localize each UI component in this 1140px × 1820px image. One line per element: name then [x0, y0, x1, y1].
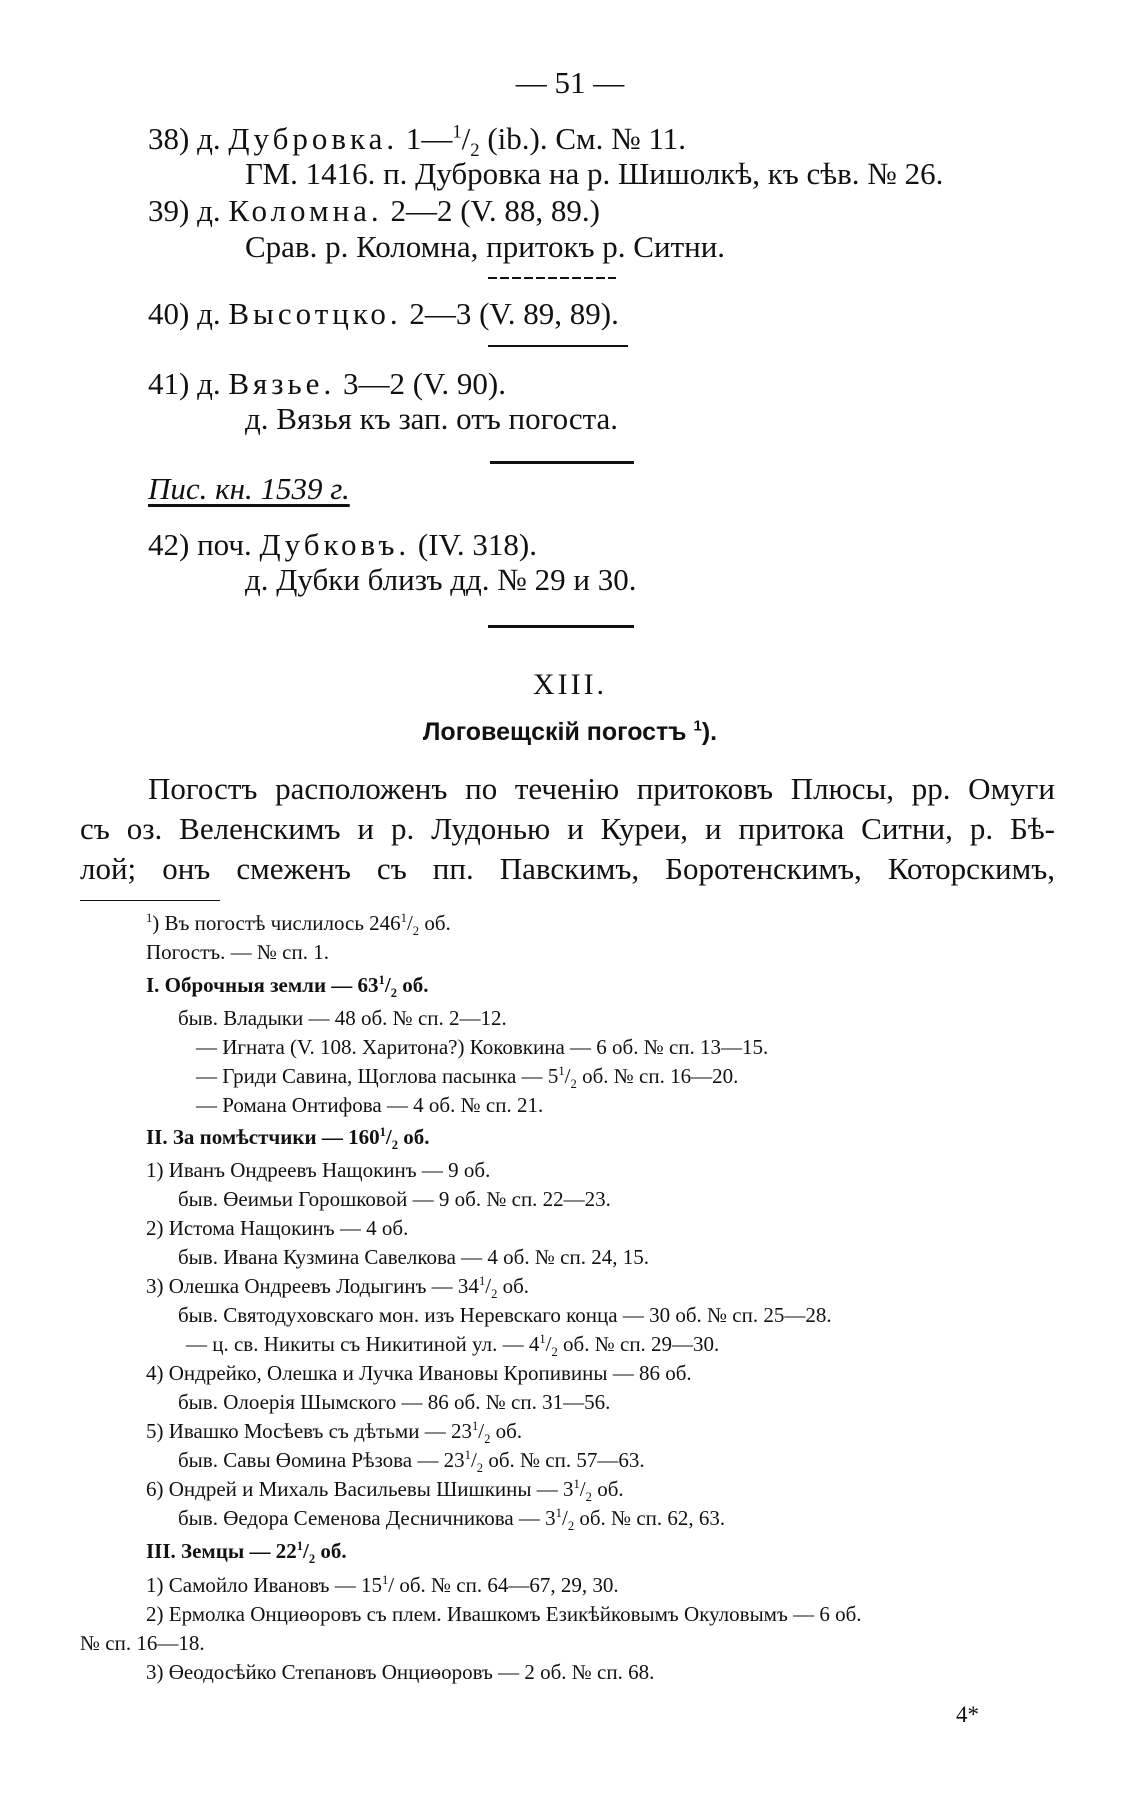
entry-name: Дубковъ. [259, 527, 411, 562]
entry-number: 42) [148, 527, 190, 562]
separator-rule [488, 625, 634, 628]
separator-rule [488, 277, 616, 279]
footnote-line: быв. Өедора Семенова Десничникова — $3^1/_2$ об. № сп. 62, 63. [178, 1506, 726, 1534]
footnote-line: 3) Олешка Ондреевъ Лодыгинъ — $34^1/_2$ об. [146, 1274, 530, 1302]
entry-kind: д. [197, 121, 221, 156]
entry-kind: д. [197, 366, 221, 401]
section-title: Логовещскій погостъ $^1$). [422, 717, 718, 746]
footnote-line: — Гриди Савина, Щоглова пасынка — $5^1/_2$ об. № сп. 16—20. [196, 1064, 739, 1092]
footnote-1: $^1$) Въ погостѣ числилось $246^1/_2$ об. [146, 911, 451, 939]
entry-41-note: д. Вязья къ зап. отъ погоста. [245, 401, 619, 436]
entry-42 [148, 526, 537, 564]
entry-tail: $1—^1/_2$ (ib.). См. № 11. [405, 121, 687, 162]
footnote-line: 2) Ермолка Онциөоровъ съ плем. Ивашкомъ Езикѣйковымъ Окуловымъ — 6 об. [146, 1602, 862, 1626]
separator-rule [488, 345, 628, 347]
separator-rule [490, 461, 634, 464]
footnote-line: 1) Иванъ Ондреевъ Нащокинъ — 9 об. [146, 1158, 491, 1182]
entry-42-note: д. Дубки близъ дд. № 29 и 30. [245, 562, 637, 597]
footnote-line: быв. Өеимьи Горошковой — 9 об. № сп. 22—23. [178, 1187, 611, 1211]
signature-mark: 4* [956, 1702, 979, 1727]
entry-41 [148, 365, 506, 403]
footnote-heading-3: III. Земцы — $22^1/_2$ об. [146, 1539, 347, 1567]
entry-name: Высотцко. [228, 296, 402, 331]
paragraph-line: лой; онъ смеженъ съ пп. Павскимъ, Боротенскимъ, Которскимъ, [80, 851, 1055, 886]
entry-39-note: Срав. р. Коломна, притокъ р. Ситни. [245, 229, 726, 264]
footnote-line: быв. Ивана Кузмина Савелкова — 4 об. № сп. 24, 15. [178, 1245, 649, 1269]
footnote-line: — Игната (V. 108. Харитона?) Коковкина — 6 об. № сп. 13—15. [196, 1035, 769, 1059]
entry-number: 41) [148, 366, 190, 401]
entry-number: 38) [148, 121, 190, 156]
entry-38 [148, 120, 687, 162]
footnote-line: 2) Истома Нащокинъ — 4 об. [146, 1216, 409, 1240]
entry-tail: 2—3 (V. 89, 89). [409, 296, 619, 331]
footnote-line: № сп. 16—18. [80, 1631, 205, 1655]
page-number: — 51 — [515, 65, 625, 100]
entry-name: Вязье. [228, 366, 336, 401]
entry-kind: поч. [197, 527, 252, 562]
entry-39 [148, 192, 600, 230]
footnote-line: 5) Ивашко Мосѣевъ съ дѣтьми — $23^1/_2$ об. [146, 1419, 523, 1447]
footnote-line: 6) Ондрей и Михаль Васильевы Шишкины — $3^1/_2$ об. [146, 1477, 624, 1505]
entry-number: 40) [148, 296, 190, 331]
paragraph-line: съ оз. Веленскимъ и р. Лудонью и Куреи, и притока Ситни, р. Бѣ- [80, 811, 1055, 846]
entry-38-note: ГМ. 1416. п. Дубровка на р. Шишолкѣ, къ сѣв. № 26. [245, 156, 944, 191]
footnote-line: — ц. св. Никиты съ Никитиной ул. — $4^1/_2$ об. № сп. 29—30. [186, 1332, 720, 1360]
footnote-rule [80, 900, 220, 901]
footnote-heading-1: I. Оброчныя земли — $63^1/_2$ об. [146, 973, 429, 1001]
footnote-line: 1) Самойло Ивановъ — $15^1/$ об. № сп. 64—67, 29, 30. [146, 1573, 619, 1597]
footnote-line: быв. Олоерія Шымского — 86 об. № сп. 31—56. [178, 1390, 611, 1414]
entry-tail: 3—2 (V. 90). [342, 366, 506, 401]
section-roman-numeral: XIII. [532, 668, 608, 701]
paragraph-line: Погостъ расположенъ по теченію притоковъ Плюсы, рр. Омуги [148, 771, 1055, 806]
footnote-heading-2: II. За помѣстчики — $160^1/_2$ об. [146, 1125, 430, 1153]
footnote-line: 4) Ондрейко, Олешка и Лучка Ивановы Кропивины — 86 об. [146, 1361, 692, 1385]
entry-name: Коломна. [228, 193, 383, 228]
footnote-line: Погостъ. — № сп. 1. [146, 940, 329, 964]
footnote-line: — Романа Онтифова — 4 об. № сп. 21. [196, 1093, 544, 1117]
entry-kind: д. [197, 193, 221, 228]
entry-name: Дубровка. [228, 121, 399, 156]
entry-tail: 2—2 (V. 88, 89.) [390, 193, 600, 228]
entry-kind: д. [197, 296, 221, 331]
footnote-line: быв. Владыки — 48 об. № сп. 2—12. [178, 1006, 507, 1030]
entry-number: 39) [148, 193, 190, 228]
footnote-line: 3) Өеодосѣйко Степановъ Онциөоровъ — 2 об. № сп. 68. [146, 1660, 655, 1684]
entry-tail: (IV. 318). [417, 527, 537, 562]
footnote-line: быв. Святодуховскаго мон. изъ Неревскаго конца — 30 об. № сп. 25—28. [178, 1303, 832, 1327]
pis-kn-heading: Пис. кн. 1539 г. [148, 471, 350, 506]
footnote-line: быв. Савы Өомина Рѣзова — $23^1/_2$ об. № сп. 57—63. [178, 1448, 645, 1476]
entry-40 [148, 295, 619, 333]
